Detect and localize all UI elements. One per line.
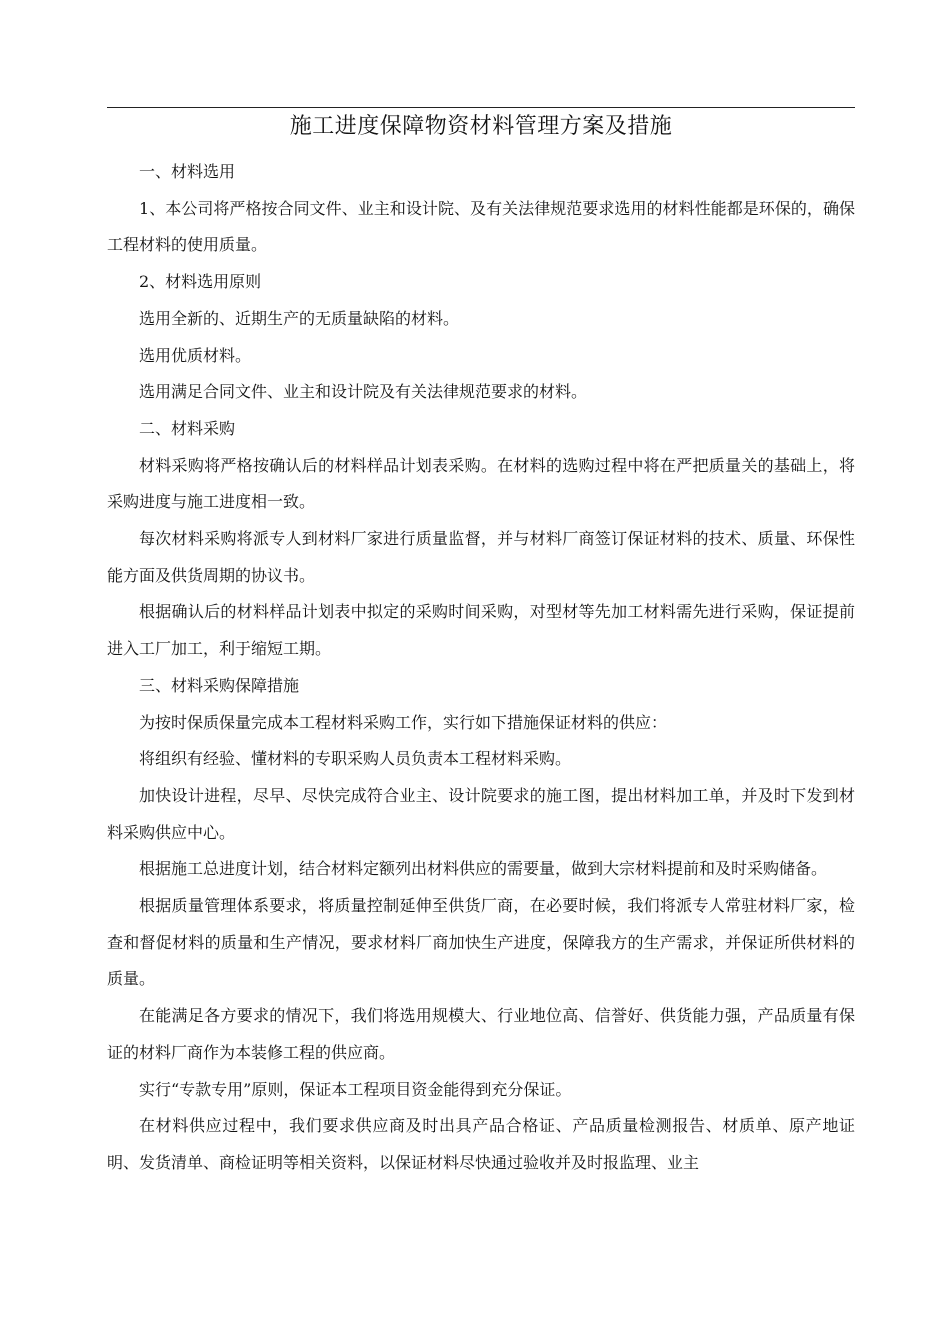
paragraph: 材料采购将严格按确认后的材料样品计划表采购。在材料的选购过程中将在严把质量关的基础上，将采购进度与施工进度相一致。	[107, 455, 855, 512]
paragraph: 实行“专款专用”原则，保证本工程项目资金能得到充分保证。	[139, 1079, 572, 1099]
paragraph: 在能满足各方要求的情况下，我们将选用规模大、行业地位高、信誉好、供货能力强，产品质量有保证的材料厂商作为本装修工程的供应商。	[107, 1006, 855, 1062]
header-rule	[107, 107, 855, 108]
paragraph: 根据确认后的材料样品计划表中拟定的采购时间采购，对型材等先加工材料需先进行采购，保证提前进入工厂加工，利于缩短工期。	[107, 602, 855, 659]
paragraph: 1、本公司将严格按合同文件、业主和设计院、及有关法律规范要求选用的材料性能都是环保的，确保工程材料的使用质量。	[107, 198, 855, 255]
section-heading: 一、材料选用	[139, 162, 236, 181]
paragraph: 加快设计进程，尽早、尽快完成符合业主、设计院要求的施工图，提出材料加工单，并及时下发到材料采购供应中心。	[107, 785, 855, 842]
section-heading: 二、材料采购	[139, 418, 236, 438]
paragraph: 在材料供应过程中，我们要求供应商及时出具产品合格证、产品质量检测报告、材质单、原产地证明、发货清单、商检证明等相关资料，以保证材料尽快通过验收并及时报监理、业主	[107, 1116, 855, 1172]
paragraph: 选用优质材料。	[139, 345, 252, 365]
paragraph: 选用全新的、近期生产的无质量缺陷的材料。	[139, 308, 460, 328]
document-title: 施工进度保障物资材料管理方案及措施	[289, 114, 673, 139]
paragraph: 根据质量管理体系要求，将质量控制延伸至供货厂商，在必要时候，我们将派专人常驻材料厂家，检查和督促材料的质量和生产情况，要求材料厂商加快生产进度，保障我方的生产需求，并保证所供材料的质量。	[107, 896, 855, 989]
paragraph: 根据施工总进度计划，结合材料定额列出材料供应的需要量，做到大宗材料提前和及时采购储备。	[139, 859, 828, 879]
paragraph: 为按时保质保量完成本工程材料采购工作，实行如下措施保证材料的供应：	[139, 712, 668, 732]
paragraph: 选用满足合同文件、业主和设计院及有关法律规范要求的材料。	[139, 382, 588, 402]
section-heading: 三、材料采购保障措施	[139, 675, 300, 695]
paragraph: 将组织有经验、懂材料的专职采购人员负责本工程材料采购。	[139, 749, 572, 769]
paragraph: 2、材料选用原则	[139, 272, 262, 292]
paragraph: 每次材料采购将派专人到材料厂家进行质量监督，并与材料厂商签订保证材料的技术、质量、环保性能方面及供货周期的协议书。	[107, 529, 855, 585]
document-body	[107, 154, 855, 1182]
